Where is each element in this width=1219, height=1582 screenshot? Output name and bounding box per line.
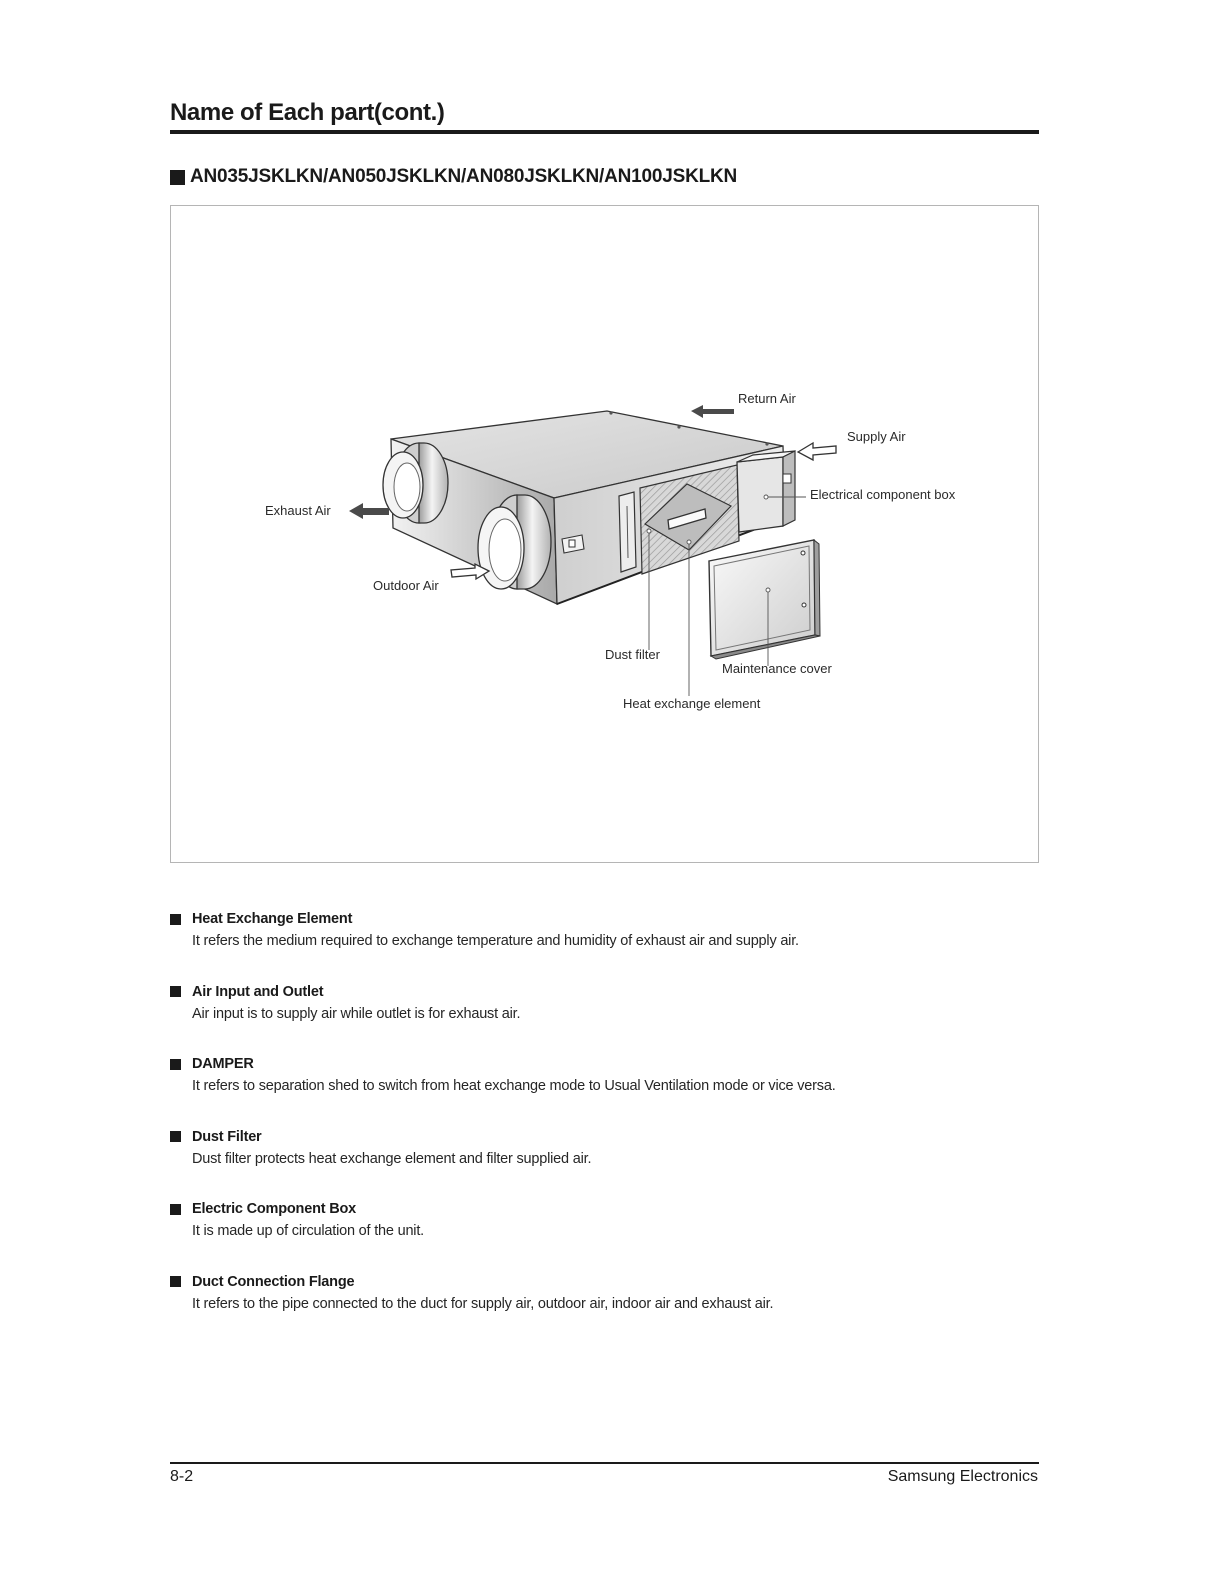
publisher-name: Samsung Electronics [887, 1468, 1038, 1485]
callout-outdoor-air: Outdoor Air [373, 578, 439, 593]
part-description: It refers to separation shed to switch from heat exchange mode to Usual Ventilation mode or vice versa. [192, 1078, 836, 1094]
part-title: Air Input and Outlet [192, 983, 324, 1000]
bullet-square-icon [170, 1059, 181, 1070]
callout-maintenance-cover: Maintenance cover [722, 661, 832, 676]
part-description: It is made up of circulation of the unit. [192, 1223, 424, 1239]
callout-return-air: Return Air [738, 391, 796, 406]
bullet-square-icon [170, 1131, 181, 1142]
parts-description-list [170, 908, 1039, 1343]
section-bullet-icon [170, 170, 185, 185]
part-item [170, 1126, 1039, 1199]
unit-diagram-frame [170, 205, 1039, 863]
callout-exhaust-air: Exhaust Air [265, 503, 331, 518]
part-item [170, 1053, 1039, 1126]
bullet-square-icon [170, 914, 181, 925]
part-item [170, 908, 1039, 981]
bullet-square-icon [170, 986, 181, 997]
callout-dust-filter: Dust filter [605, 647, 660, 662]
exhaust-air-arrow-icon [349, 503, 389, 519]
callout-heat-exchange-element: Heat exchange element [623, 696, 761, 711]
part-title: Duct Connection Flange [192, 1273, 355, 1290]
return-air-arrow-icon [691, 405, 734, 418]
bullet-square-icon [170, 1276, 181, 1287]
part-description: Air input is to supply air while outlet is for exhaust air. [192, 1005, 521, 1022]
part-description: Dust filter protects heat exchange element and filter supplied air. [192, 1150, 592, 1167]
page-number: 8-2 [170, 1468, 194, 1485]
callout-supply-air: Supply Air [847, 429, 906, 444]
maintenance-cover [709, 540, 820, 659]
page-title: Name of Each part(cont.) [170, 99, 445, 126]
part-title: Heat Exchange Element [192, 911, 353, 927]
part-title: Electric Component Box [192, 1201, 356, 1217]
footer-rule [170, 1462, 1039, 1464]
part-title: DAMPER [192, 1056, 254, 1072]
model-list: AN035JSKLKN/AN050JSKLKN/AN080JSKLKN/AN100JSKLKN [190, 166, 738, 187]
part-description: It refers to the pipe connected to the duct for supply air, outdoor air, indoor air and exhaust air. [192, 1295, 774, 1312]
part-description: It refers the medium required to exchange temperature and humidity of exhaust air and supply air. [192, 933, 799, 949]
ventilator-unit-illustration [171, 206, 1038, 862]
part-item [170, 1271, 1039, 1344]
part-item [170, 1198, 1039, 1271]
supply-air-arrow-icon [798, 443, 836, 460]
part-item [170, 981, 1039, 1054]
title-rule [170, 130, 1039, 134]
electrical-component-box [737, 457, 783, 532]
section-heading [170, 164, 737, 190]
callout-electrical-component-box: Electrical component box [810, 487, 956, 502]
part-title: Dust Filter [192, 1128, 262, 1145]
bullet-square-icon [170, 1204, 181, 1215]
